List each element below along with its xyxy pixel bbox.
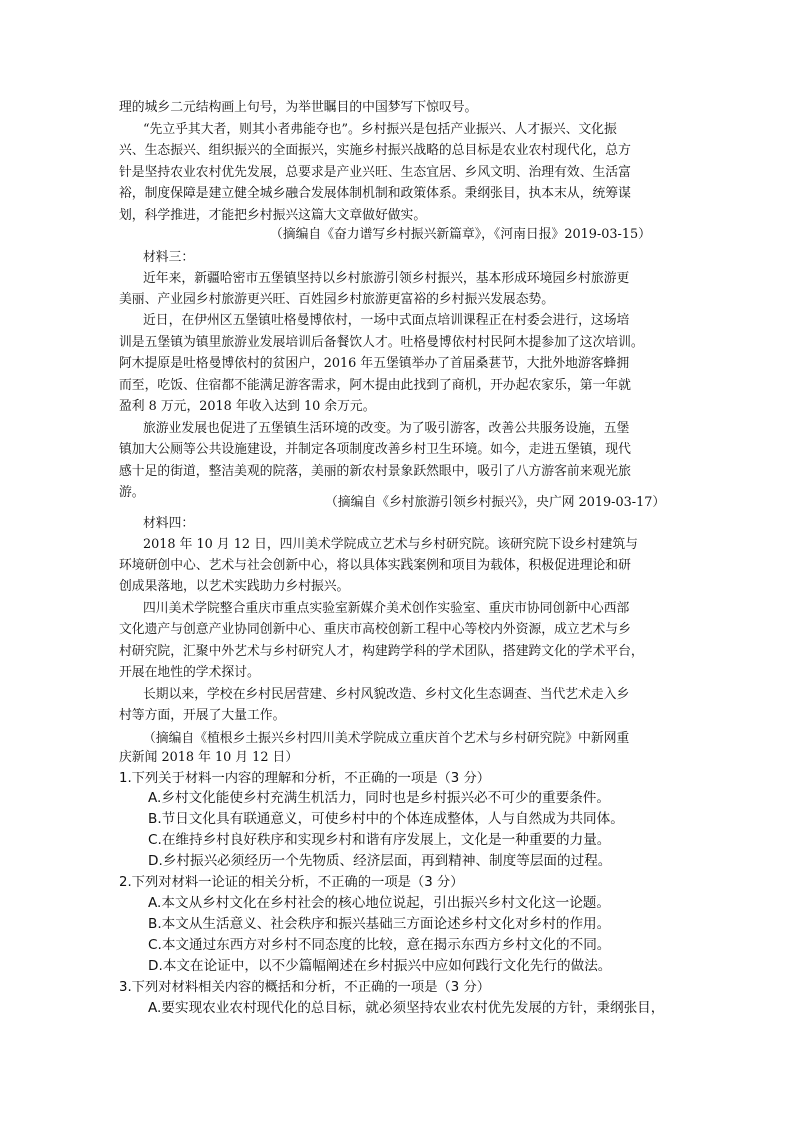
- text-line: 长期以来，学校在乡村民居营建、乡村风貌改造、乡村文化生态调查、当代艺术走入乡: [143, 687, 630, 702]
- text-line: 兴、生态振兴、组织振兴的全面振兴，实施乡村振兴战略的总目标是农业农村现代化，总方: [119, 143, 631, 158]
- text-line: 村等方面，开展了大量工作。: [119, 708, 286, 723]
- text-line: 针是坚持农业农村优先发展，总要求是产业兴旺、生态宜居、乡风文明、治理有效、生活富: [119, 165, 631, 180]
- option-a: A.要实现农业农村现代化的总目标，就必须坚持农业农村优先发展的方针，秉纲张目，: [148, 1000, 665, 1016]
- option-b: B.节日文化具有联通意义，可使乡村中的个体连成整体，人与自然成为共同体。: [148, 811, 624, 827]
- text-line: 游。: [119, 485, 145, 500]
- option-b: B.本文从生活意义、社会秩序和振兴基础三方面论述乡村文化对乡村的作用。: [148, 916, 611, 932]
- option-d: D.乡村振兴必须经历一个先物质、经济层面，再到精神、制度等层面的过程。: [148, 853, 612, 869]
- text-line: 村研究院，汇聚中外艺术与乡村研究人才，构建跨学科的学术团队，搭建跨文化的学术平台，: [119, 644, 644, 659]
- text-line: 划，科学推进，才能把乡村振兴这篇大文章做好做实。: [119, 208, 427, 223]
- question-1: 1.下列关于材料一内容的理解和分析，不正确的一项是（3 分）: [119, 771, 491, 786]
- text-line: 理的城乡二元结构画上句号，为举世瞩目的中国梦写下惊叹号。: [119, 100, 478, 115]
- text-line: 裕，制度保障是建立健全城乡融合发展体制机制和政策体系。秉纲张目，执本末从，统筹谋: [119, 186, 631, 201]
- text-line: 创成果落地，以艺术实践助力乡村振兴。: [119, 579, 350, 594]
- text-line: 2018 年 10 月 12 日，四川美术学院成立艺术与乡村研究院。该研究院下设乡村建筑与: [143, 537, 638, 552]
- source-citation: （摘编自《乡村旅游引领乡村振兴》，央广网 2019-03-17）: [325, 495, 666, 510]
- source-citation: 庆新闻 2018 年 10 月 12 日）: [119, 750, 299, 765]
- text-line: 旅游业发展也促进了五堡镇生活环境的改变。为了吸引游客，改善公共服务设施，五堡: [143, 421, 630, 436]
- text-line: 近日，在伊州区五堡镇吐格曼博依村，一场中式面点培训课程正在村委会进行，这场培: [143, 313, 630, 328]
- text-line: 四川美术学院整合重庆市重点实验室新媒介美术创作实验室、重庆市协同创新中心西部: [143, 601, 630, 616]
- text-line: 训是五堡镇为镇里旅游业发展培训后备餐饮人才。吐格曼博依村村民阿木提参加了这次培训。: [119, 335, 644, 350]
- source-citation: （摘编自《奋力谱写乡村振兴新篇章》，《河南日报》2019-03-15）: [270, 227, 651, 242]
- text-line: 美丽、产业园乡村旅游更兴旺、百姓园乡村旅游更富裕的乡村振兴发展态势。: [119, 292, 555, 307]
- option-a: A.本文从乡村文化在乡村社会的核心地位说起，引出振兴乡村文化这一论题。: [148, 895, 610, 911]
- text-line: 文化遗产与创意产业协同创新中心、重庆市高校创新工程中心等校内外资源，成立艺术与乡: [119, 622, 631, 637]
- question-2: 2.下列对材料一论证的相关分析，不正确的一项是（3 分）: [119, 875, 464, 890]
- text-line: 开展在地性的学术探讨。: [119, 665, 260, 680]
- option-d: D.本文在论证中，以不少篇幅阐述在乡村振兴中应如何践行文化先行的做法。: [148, 958, 612, 974]
- text-line: 阿木提原是吐格曼博依村的贫困户，2016 年五堡镇举办了首届桑葚节，大批外地游客蜂拥: [119, 356, 630, 371]
- section-heading: 材料三：: [143, 250, 195, 265]
- text-line: “先立乎其大者，则其小者弗能夺也”。乡村振兴是包括产业振兴、人才振兴、文化振: [143, 122, 617, 137]
- option-c: C.本文通过东西方对乡村不同态度的比较，意在揭示东西方乡村文化的不同。: [148, 937, 611, 953]
- text-line: 而至，吃饭、住宿都不能满足游客需求，阿木提由此找到了商机，开办起农家乐，第一年就: [119, 378, 631, 393]
- text-line: 近年来，新疆哈密市五堡镇坚持以乡村旅游引领乡村振兴，基本形成环境园乡村旅游更: [143, 271, 630, 286]
- text-line: 环境研创中心、艺术与社会创新中心，将以具体实践案例和项目为载体，积极促进理论和研: [119, 558, 631, 573]
- section-heading: 材料四：: [143, 516, 195, 531]
- option-a: A.乡村文化能使乡村充满生机活力，同时也是乡村振兴必不可少的重要条件。: [148, 790, 610, 806]
- option-c: C.在维持乡村良好秩序和实现乡村和谐有序发展上，文化是一种重要的力量。: [148, 832, 611, 848]
- text-line: 感十足的街道，整洁美观的院落，美丽的新农村景象跃然眼中，吸引了八方游客前来观光旅: [119, 464, 631, 479]
- text-line: 盈利 8 万元，2018 年收入达到 10 余万元。: [119, 399, 376, 414]
- text-line: 镇加大公厕等公共设施建设，并制定各项制度改善乡村卫生环境。如今，走进五堡镇，现代: [119, 442, 631, 457]
- source-citation: （摘编自《植根乡土振兴乡村四川美术学院成立重庆首个艺术与乡村研究院》中新网重: [143, 731, 630, 746]
- question-3: 3.下列对材料相关内容的概括和分析，不正确的一项是（3 分）: [119, 980, 491, 995]
